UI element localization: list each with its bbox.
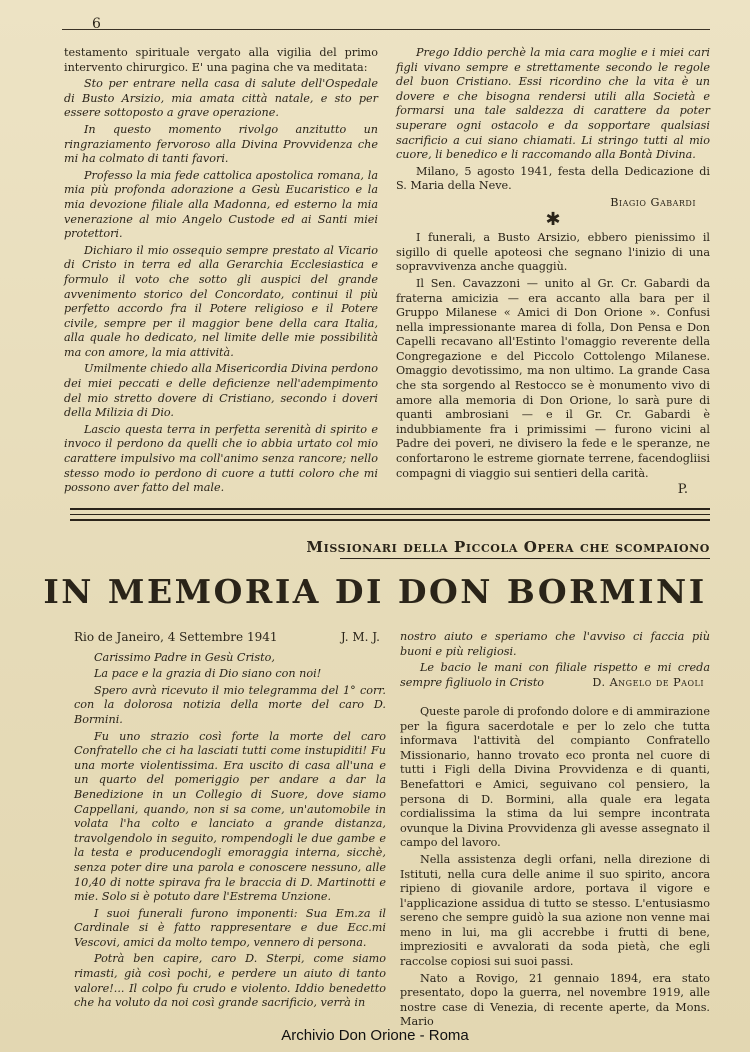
section-rule-top <box>70 508 710 510</box>
paragraph: Fu uno strazio così forte la morte del caro Confratello che ci ha lasciati tutti come instupiditi! Fu una morte violentissima. Era uscito di casa all'una e un quarto del pomeriggio per andare a dar la Benedizione in un Collegio di Suore, dove siamo Cappellani, quando, non si sa come, un'automobile in volata l'ha colto e lanciato a grande distanza, travolgendolo in seguito, rompendogli le due gambe e la testa e producendogli emoraggia interna, sicchè, senza poter dire una parola e conoscere nessuno, alle 10,40 di notte spirava fra le braccia di D. Martinotti e mie. Solo si è potuto dare l'Estrema Unzione. <box>74 729 386 904</box>
paragraph: Il Sen. Cavazzoni — unito al Gr. Cr. Gabardi da fraterna amicizia — era accanto alla bara per il Gruppo Milanese « Amici di Don Orione ». Confusi nella impressionante marea di folla, Don Pensa e Don Capelli recavano all'Estinto l'omaggio reverente della Congregazione e del Piccolo Cottolengo Milanese. Omaggio devotissimo, ma non ultimo. La grande Casa che sta sorgendo al Restocco se è monumento vivo di amore alla memoria di Don Orione, lo sarà pure di quanti ambrosiani — e il Gr. Cr. Gabardi è indubbiamente fra i primissimi — furono vicini al Padre dei poveri, ne divisero la fede e le speranze, ne confortarono le estreme giornate terrene, facendogliisi compagni di viaggio sui sentieri della carità. <box>396 276 710 480</box>
section-rule-bottom <box>70 519 710 521</box>
paragraph: Dichiaro il mio ossequio sempre prestato al Vicario di Cristo in terra ed alla Gerarchia Ecclesiastica e formulo il voto che sotto gli auspici del grande avvenimento storico del Concordato, continui il più perfetto accordo fra il Potere religioso e il Potere civile, sempre per il maggior bene della cara Italia, alla quale ho dedicato, nel limite delle mie possibilità ma con amore, la mia attività. <box>64 243 378 359</box>
paragraph: Le bacio le mani con filiale rispetto e mi creda sempre figliuolo in Cristo <box>400 661 710 689</box>
top-left-column <box>64 46 378 498</box>
top-right-column <box>396 46 710 498</box>
signature-de-paoli: D. Angelo de Paoli <box>592 676 704 690</box>
paragraph: Nella assistenza degli orfani, nella direzione di Istituti, nella cura delle anime il suo spirito, ancora ripieno di giovanile ardore, portava il vigore e l'applicazione assidua di tutto se stesso. L'entusiasmo sereno che sempre guidò la sua azione non venne mai meno in lui, ma gli accrebbe i frutti di bene, impreziositi e avvalorati da soda pietà, che egli raccolse copiosi sui suoi passi. <box>400 852 710 969</box>
archive-footer: Archivio Don Orione - Roma <box>281 1027 469 1044</box>
paragraph: nostro aiuto e speriamo che l'avviso ci faccia più buoni e più religiosi. <box>400 630 710 658</box>
section-rule-mid <box>70 514 710 515</box>
paragraph: In questo momento rivolgo anzitutto un ringraziamento fervoroso alla Divina Provvidenza che mi ha colmato di tanti favori. <box>64 122 378 166</box>
paragraph: Nato a Rovigo, 21 gennaio 1894, era stato presentato, dopo la guerra, nel novembre 1919, alle nostre case di Venezia, di recente aperte, da Mons. Mario <box>400 971 710 1029</box>
paragraph: testamento spirituale vergato alla vigilia del primo intervento chirurgico. E' una pagina che va meditata: <box>64 46 378 74</box>
paragraph: I suoi funerali furono imponenti: Sua Em.za il Cardinale si è fatto rappresentare e due Ecc.mi Vescovi, amici da molto tempo, vennero di persona. <box>74 906 386 949</box>
paragraph: Potrà ben capire, caro D. Sterpi, come siamo rimasti, già così pochi, e perdere un aiuto di tanto valore!... Il colpo fu crudo e violento. Iddio benedetto che ha voluto da noi così grande sacrificio, verrà in <box>74 952 386 1010</box>
paragraph: Spero avrà ricevuto il mio telegramma del 1° corr. con la dolorosa notizia della morte del caro D. Bormini. <box>74 683 386 726</box>
paragraph: I funerali, a Busto Arsizio, ebbero pienissimo il sigillo di quelle apoteosi che segnano l'inizio di una sopravvivenza anche quaggiù. <box>396 231 710 274</box>
author-initial: P. <box>677 482 688 498</box>
paragraph: Sto per entrare nella casa di salute dell'Ospedale di Busto Arsizio, mia amata città natale, e sto per essere sottoposto a grave operazione. <box>64 77 378 120</box>
paragraph: La pace e la grazia di Dio siano con noi! <box>94 667 322 681</box>
bottom-right-column <box>400 630 710 1032</box>
paragraph: Umilmente chiedo alla Misericordia Divina perdono dei miei peccati e delle deficienze nell'adempimento del mio stretto dovere di Cristiano, secondo i doveri della Milizia di Dio. <box>64 362 378 420</box>
signature-gabardi: Biagio Gabardi <box>610 195 696 209</box>
asterisk-separator: ✱ <box>545 208 561 230</box>
paragraph: Carissimo Padre in Gesù Cristo, <box>94 650 275 664</box>
paragraph: Professo la mia fede cattolica apostolica romana, la mia più profonda adorazione a Gesù Eucaristico e la mia devozione filiale alla Madonna, ed esterno la mia venerazione al mio Angelo Custode ed ai Santi miei protettori. <box>64 168 378 241</box>
paragraph: Queste parole di profondo dolore e di ammirazione per la figura sacerdotale e per lo zelo che tutta informava l'attività del compianto Confratello Missionario, hanno trovato eco pronta nel cuore di tutti i Figli della Divina Provvidenza e di quanti, Benefattori e Amici, seguivano col pensiero, la persona di D. Bormini, alla quale era legata cordialissima la stima da lui sempre incontrata ovunque la Divina Provvidenza gli avesse assegnato il campo del lavoro. <box>400 704 710 850</box>
paragraph: Prego Iddio perchè la mia cara moglie e i miei cari figli vivano sempre e strettamente secondo le regole del buon Cristiano. Essi ricordino che la vita è un dovere e che bisogna rendersi utili alla Società e formarsi una tale saldezza di carattere da poter superare ogni ostacolo e da sopportare qualsiasi sacrificio a cui siano chiamati. Li stringo tutti al mio cuore, li benedico e li raccomando alla Bontà Divina. <box>396 46 710 162</box>
dateline: Rio de Janeiro, 4 Settembre 1941 <box>74 630 278 644</box>
section-kicker: Missionari della Piccola Opera che scompaiono <box>306 538 710 556</box>
jmj: J. M. J. <box>340 630 380 644</box>
kicker-rule <box>340 558 710 559</box>
headline: IN MEMORIA DI DON BORMINI <box>43 572 707 611</box>
paragraph: Lascio questa terra in perfetta serenità di spirito e invoco il perdono da quelli che io abbia urtato col mio carattere impulsivo ma coll'animo senza rancore; nello stesso modo io perdono di cuore a tutti coloro che mi possono aver fatto del male. <box>64 422 378 495</box>
bottom-left-column <box>74 630 386 1013</box>
top-rule <box>62 29 710 30</box>
paragraph: Milano, 5 agosto 1941, festa della Dedicazione di S. Maria della Neve. <box>396 164 710 193</box>
page-number: 6 <box>92 16 101 32</box>
